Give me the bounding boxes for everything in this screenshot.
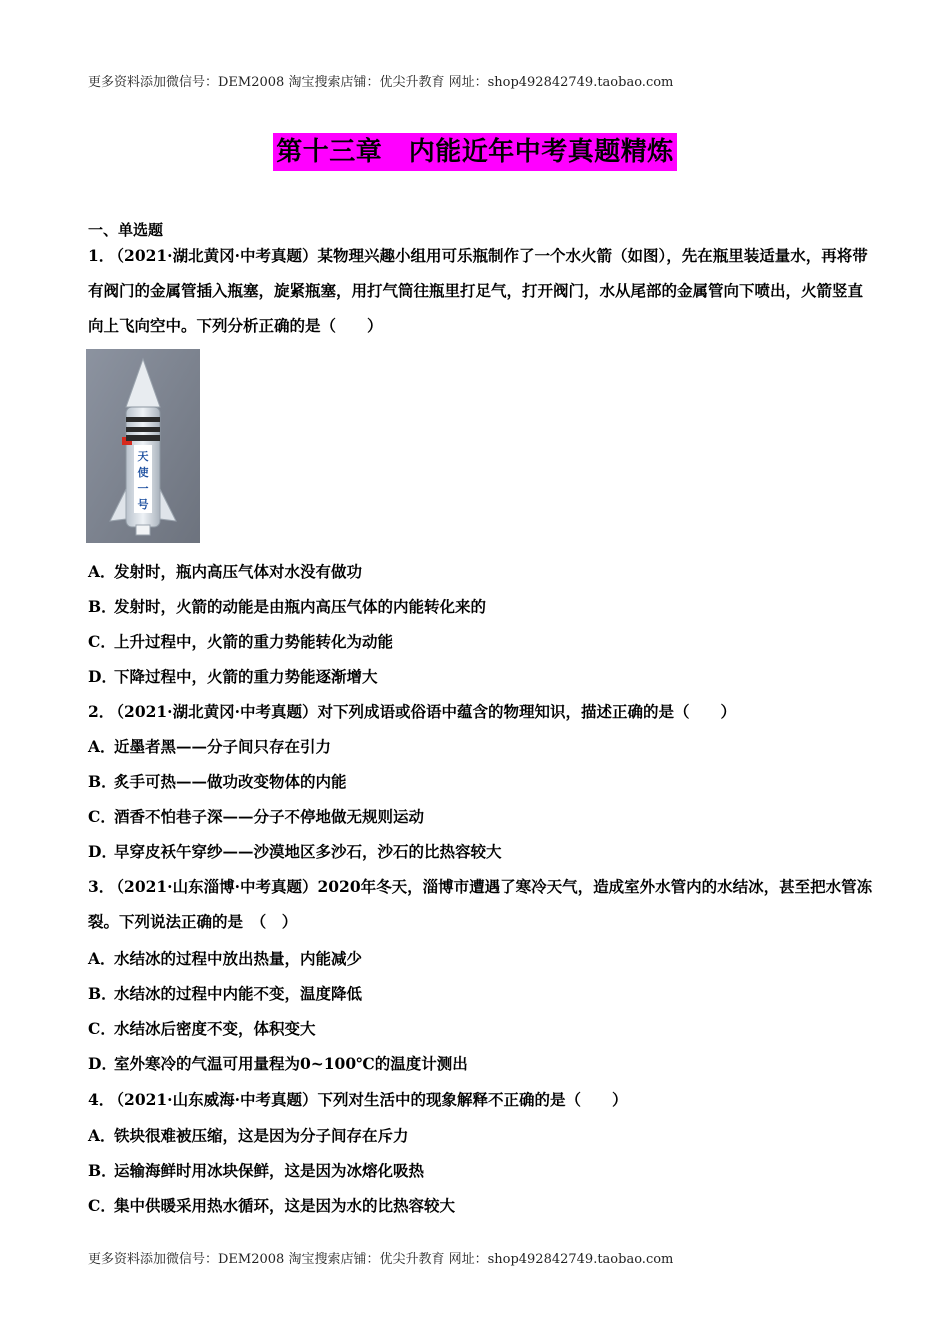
- page-footer: 更多资料添加微信号：DEM2008 淘宝搜索店铺：优尖升教育 网址：shop492842749.taobao.com: [88, 1252, 674, 1267]
- question-text: （2021·山东威海·中考真题）下列对生活中的现象解释不正确的是（ ）: [116, 1090, 628, 1109]
- question-1: [88, 238, 873, 343]
- q1-option-d: D．下降过程中，火箭的重力势能逐渐增大: [88, 667, 378, 686]
- question-number: 2．: [88, 702, 115, 721]
- q2-option-c: C．酒香不怕巷子深——分子不停地做无规则运动: [88, 807, 425, 826]
- q2-option-a: A．近墨者黑——分子间只存在引力: [88, 737, 332, 756]
- q2-option-d: D．早穿皮袄午穿纱——沙漠地区多沙石，沙石的比热容较大: [88, 842, 502, 861]
- q3-option-d: D．室外寒冷的气温可用量程为0~100℃的温度计测出: [88, 1054, 468, 1073]
- q1-option-a: A．发射时，瓶内高压气体对水没有做功: [88, 562, 363, 581]
- rocket-label-char: 使: [137, 466, 149, 479]
- question-text: （2021·山东淄博·中考真题）2020年冬天，淄博市遭遇了寒冷天气，造成室外水管内的水结冰，甚至把水管冻裂。下列说法正确的是 （ ）: [88, 877, 873, 931]
- rocket-label-char: 号: [137, 498, 149, 511]
- question-4: [88, 1082, 873, 1117]
- page-header: 更多资料添加微信号：DEM2008 淘宝搜索店铺：优尖升教育 网址：shop492842749.taobao.com: [88, 75, 674, 90]
- page-title: 第十三章 内能近年中考真题精炼: [273, 133, 677, 171]
- question-3: [88, 869, 873, 939]
- q4-option-b: B．运输海鲜时用冰块保鲜，这是因为冰熔化吸热: [88, 1161, 425, 1180]
- question-text: （2021·湖北黄冈·中考真题）某物理兴趣小组用可乐瓶制作了一个水火箭（如图），先在瓶里装适量水，再将带有阀门的金属管插入瓶塞，旋紧瓶塞，用打气筒往瓶里打足气，打开阀门，水从尾部的金属管向下喷出，火箭竖直向上飞向空中。下列分析正确的是（ ）: [88, 246, 868, 335]
- question-number: 1．: [88, 246, 115, 265]
- bottle-cap: [136, 525, 150, 535]
- rocket-label-char: 一: [137, 482, 149, 495]
- q3-option-a: A．水结冰的过程中放出热量，内能减少: [88, 949, 363, 968]
- q3-option-b: B．水结冰的过程中内能不变，温度降低: [88, 984, 363, 1003]
- water-rocket-image: [86, 349, 200, 543]
- question-text: （2021·湖北黄冈·中考真题）对下列成语或俗语中蕴含的物理知识，描述正确的是（ ）: [116, 702, 736, 721]
- q4-option-c: C．集中供暖采用热水循环，这是因为水的比热容较大: [88, 1196, 456, 1215]
- title-wrap: [0, 133, 950, 171]
- rocket-label-char: 天: [137, 450, 149, 463]
- question-number: 3．: [88, 877, 115, 896]
- q3-option-c: C．水结冰后密度不变，体积变大: [88, 1019, 316, 1038]
- q1-option-b: B．发射时，火箭的动能是由瓶内高压气体的内能转化来的: [88, 597, 487, 616]
- question-2: [88, 694, 873, 729]
- section-title: 一、单选题: [88, 221, 164, 239]
- q4-option-a: A．铁块很难被压缩，这是因为分子间存在斥力: [88, 1126, 409, 1145]
- q2-option-b: B．炙手可热——做功改变物体的内能: [88, 772, 347, 791]
- question-number: 4．: [88, 1090, 115, 1109]
- q1-option-c: C．上升过程中，火箭的重力势能转化为动能: [88, 632, 394, 651]
